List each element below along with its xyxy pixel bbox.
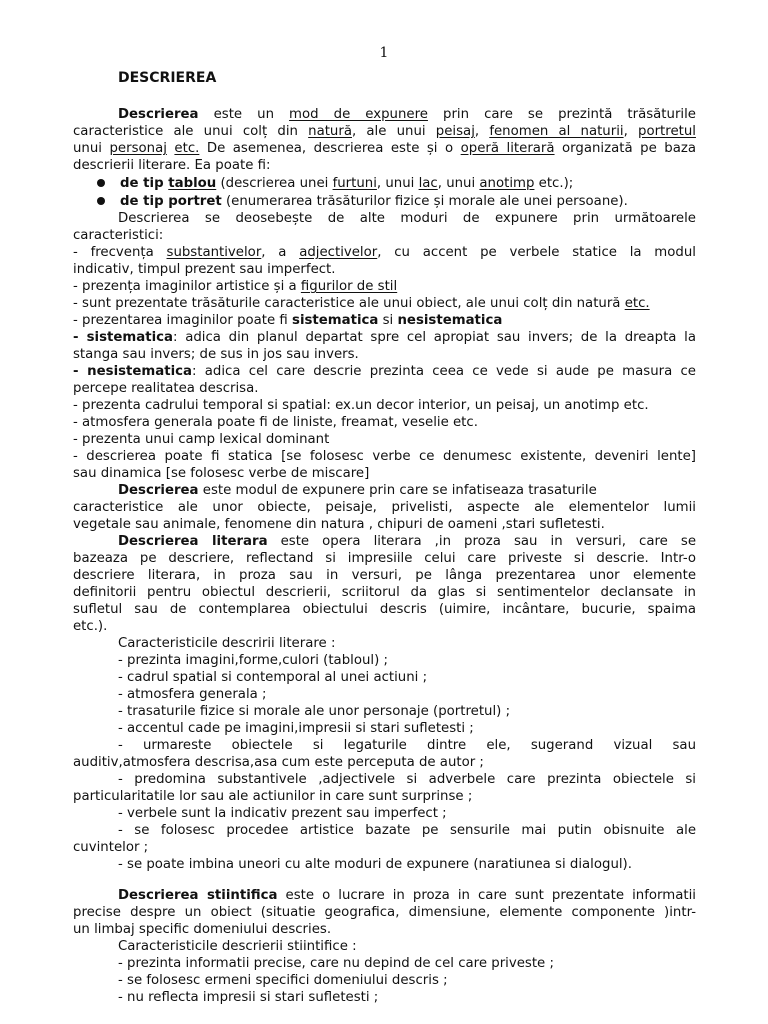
- diff-line-4: indicativ, timpul prezent sau imperfect.: [73, 262, 336, 277]
- literary-line-5: sufletul sau de contemplarea obiectului descris (uimire, incântare, bucurie, spaima: [73, 602, 696, 617]
- diff-line-12: - prezenta cadrului temporal si spatial: ex.un decor interior, un peisaj, un anotimp etc.: [73, 398, 649, 413]
- scientific-item: - nu reflecta impresii si stari sufletesti ;: [118, 990, 379, 1005]
- diff-line-5: - prezența imaginilor artistice și a figurilor de stil: [73, 279, 398, 294]
- literary-item-wrap-4b: cuvintelor ;: [73, 840, 149, 855]
- diff-line-15: - descrierea poate fi statica [se folosesc verbe ce denumesc existente, deveniri lente]: [73, 449, 696, 464]
- literary-item-wrap-2b: particularitatile lor sau ale actiunilor in care sunt surprinse ;: [73, 789, 473, 804]
- bullet-dot: [97, 179, 105, 187]
- def2-line-3: vegetale sau animale, fenomene din natura , chipuri de oameni ,stari sufletesti.: [73, 517, 605, 532]
- diff-line-10: - nesistematica: adica cel care descrie prezinta ceea ce vede si aude pe masura ce: [73, 364, 696, 379]
- diff-line-16: sau dinamica [se folosesc verbe de miscare]: [73, 466, 370, 481]
- literary-item-3: - verbele sunt la indicativ prezent sau imperfect ;: [118, 806, 447, 821]
- diff-line-2: caracteristici:: [73, 228, 164, 243]
- def2-line-1: Descrierea este modul de expunere prin care se infatiseaza trasaturile: [118, 483, 597, 498]
- intro-line-2: caracteristice ale unui colț din natură, ale unui peisaj, fenomen al naturii, portretul: [73, 124, 696, 139]
- literary-item-wrap-1b: auditiv,atmosfera descrisa,asa cum este perceputa de autor ;: [73, 755, 484, 770]
- bullet-dot: [97, 197, 105, 205]
- scientific-item: - se folosesc ermeni specifici domeniului descris ;: [118, 973, 448, 988]
- scientific-line-2: precise despre un obiect (situatie geografica, dimensiune, elemente componente )intr-: [73, 905, 696, 920]
- literary-characteristics-heading: Caracteristicile descririi literare :: [118, 636, 336, 651]
- literary-line-3: descriere literara, in proza sau in versuri, pe lânga prezentarea unor elemente: [73, 568, 696, 583]
- intro-line-1: Descrierea este un mod de expunere prin care se prezintă trăsăturile: [118, 107, 696, 122]
- intro-line-3: unui personaj etc. De asemenea, descrierea este și o operă literară organizată pe baza: [73, 141, 696, 156]
- diff-line-1: Descrierea se deosebește de alte moduri de expunere prin următoarele: [118, 211, 696, 226]
- literary-item: - accentul cade pe imagini,impresii si stari sufletesti ;: [118, 721, 474, 736]
- diff-line-11: percepe realitatea descrisa.: [73, 381, 259, 396]
- bullet-item-portret: de tip portret (enumerarea trăsăturilor fizice și morale ale unei persoane).: [120, 194, 628, 209]
- diff-line-8: - sistematica: adica din planul departat spre cel apropiat sau invers; de la dreapta la: [73, 330, 696, 345]
- page-number: 1: [379, 45, 389, 61]
- literary-line-6: etc.).: [73, 619, 108, 634]
- diff-line-9: stanga sau invers; de sus in jos sau invers.: [73, 347, 359, 362]
- literary-item: - atmosfera generala ;: [118, 687, 267, 702]
- literary-item: - cadrul spatial si contemporal al unei actiuni ;: [118, 670, 428, 685]
- literary-item: - prezinta imagini,forme,culori (tabloul) ;: [118, 653, 388, 668]
- literary-line-1: Descrierea literara este opera literara ,in proza sau in versuri, care se: [118, 534, 696, 549]
- literary-item: - trasaturile fizice si morale ale unor personaje (portretul) ;: [118, 704, 511, 719]
- document-title: DESCRIEREA: [118, 70, 217, 86]
- literary-line-4: definitorii pentru obiectul descrierii, scriitorul da glas si sentimentelor declansate in: [73, 585, 696, 600]
- diff-line-7: - prezentarea imaginilor poate fi sistematica si nesistematica: [73, 313, 503, 328]
- diff-line-13: - atmosfera generala poate fi de liniste, freamat, veselie etc.: [73, 415, 478, 430]
- literary-item-wrap-1a: - urmareste obiectele si legaturile dintre ele, sugerand vizual sau: [118, 738, 696, 753]
- diff-line-6: - sunt prezentate trăsăturile caracteristice ale unui obiect, ale unui colț din natură etc.: [73, 296, 650, 311]
- scientific-item: - prezinta informatii precise, care nu depind de cel care priveste ;: [118, 956, 554, 971]
- literary-item-wrap-2a: - predomina substantivele ,adjectivele si adverbele care prezinta obiectele si: [118, 772, 696, 787]
- scientific-line-3: un limbaj specific domeniului descries.: [73, 922, 332, 937]
- bullet-item-tablou: de tip tablou (descrierea unei furtuni, unui lac, unui anotimp etc.);: [120, 176, 574, 191]
- scientific-characteristics-heading: Caracteristicile descrierii stiintifice :: [118, 939, 357, 954]
- literary-line-2: bazeaza pe descriere, reflectand si impresiile celui care priveste si descrie. Intr-o: [73, 551, 696, 566]
- diff-line-3: - frecvența substantivelor, a adjectivelor, cu accent pe verbele statice la modul: [73, 245, 696, 260]
- literary-item-5: - se poate imbina uneori cu alte moduri de expunere (naratiunea si dialogul).: [118, 857, 632, 872]
- diff-line-14: - prezenta unui camp lexical dominant: [73, 432, 330, 447]
- literary-item-wrap-4a: - se folosesc procedee artistice bazate pe sensurile mai putin obisnuite ale: [118, 823, 696, 838]
- scientific-line-1: Descrierea stiintifica este o lucrare in proza in care sunt prezentate informatii: [118, 888, 696, 903]
- intro-line-4: descrierii literare. Ea poate fi:: [73, 158, 271, 173]
- def2-line-2: caracteristice ale unor obiecte, peisaje, privelisti, aspecte ale elementelor lumii: [73, 500, 696, 515]
